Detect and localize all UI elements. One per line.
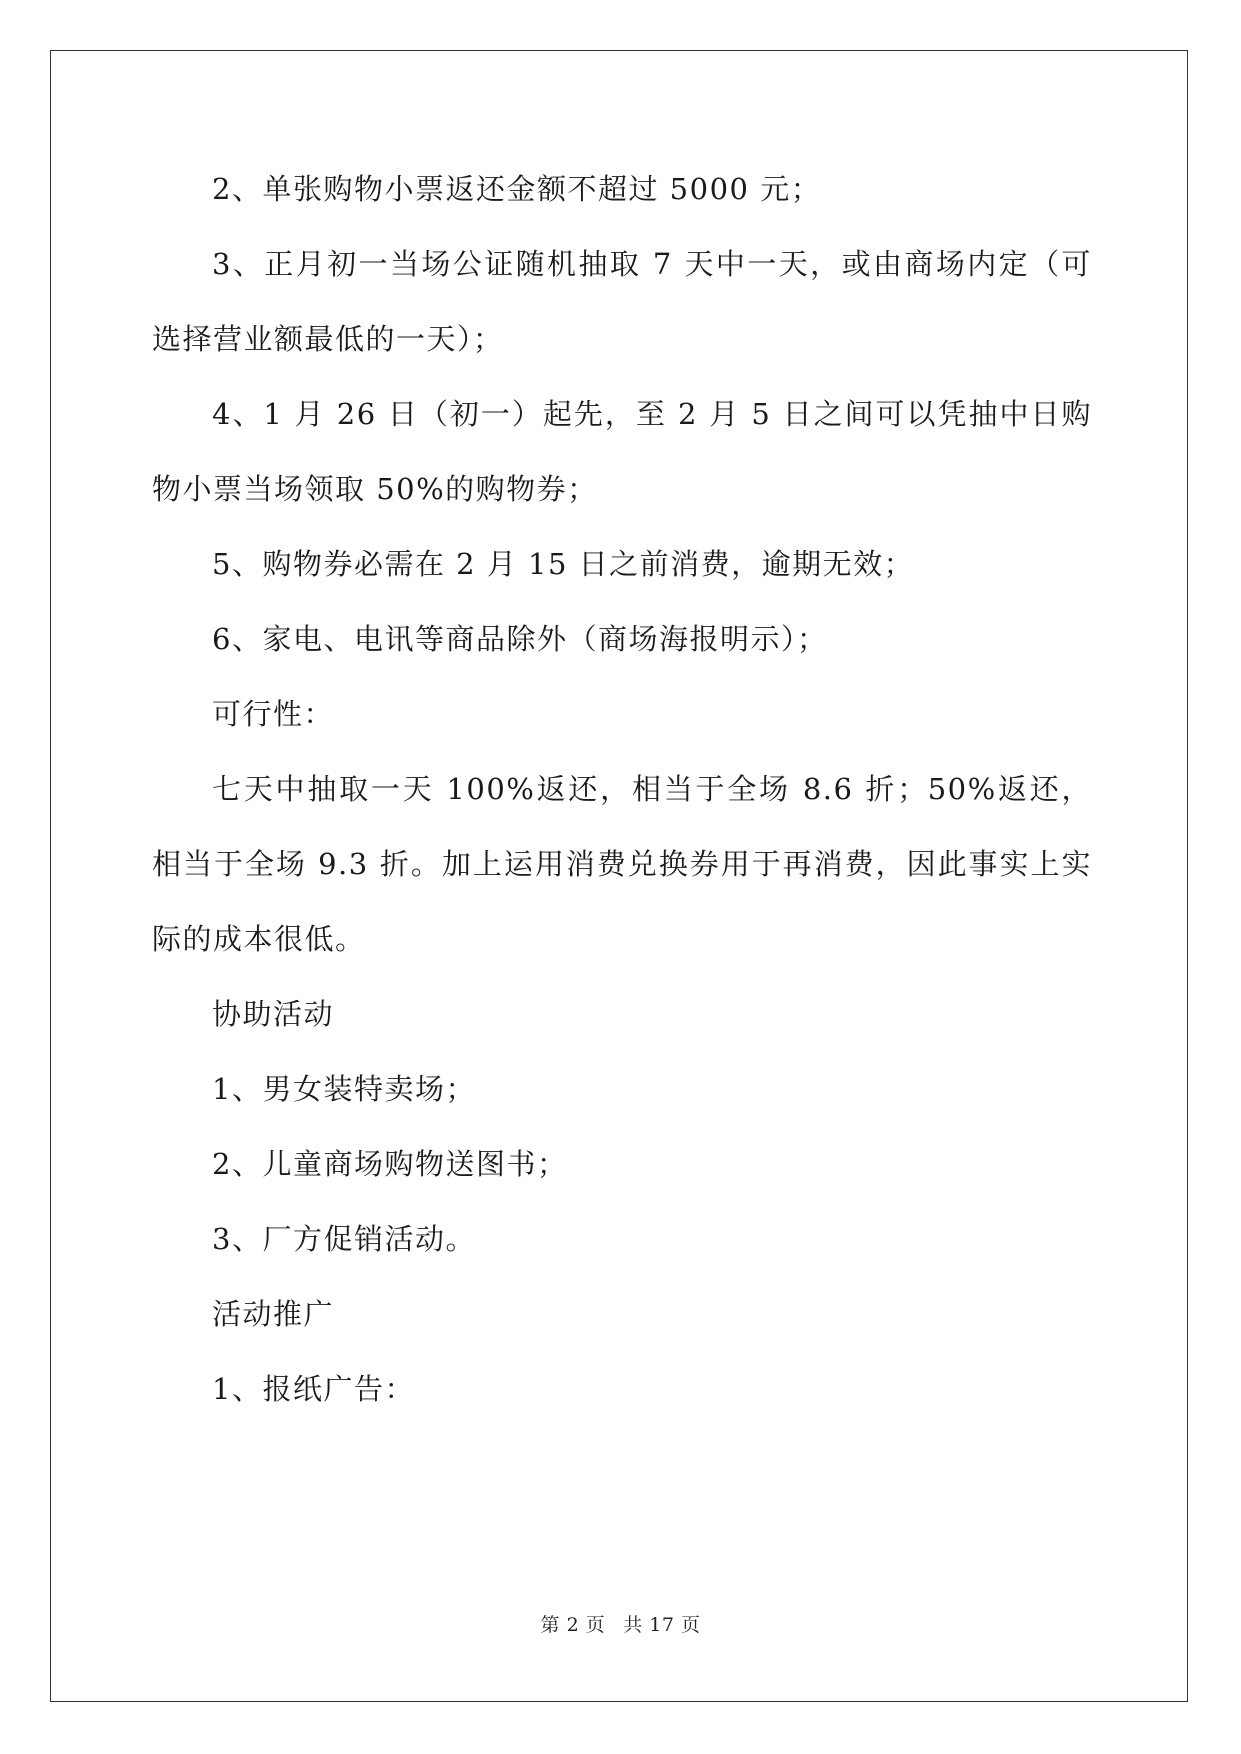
page-total: 共 17 页 (623, 1614, 701, 1636)
paragraph: 6、家电、电讯等商品除外（商场海报明示）； (212, 622, 828, 656)
section-heading: 协助活动 (212, 997, 335, 1031)
section-heading: 活动推广 (212, 1297, 335, 1331)
paragraph: 1、报纸广告： (212, 1372, 415, 1406)
page-footer (0, 1610, 1241, 1637)
paragraph: 1、男女装特卖场； (212, 1072, 476, 1106)
paragraph: 5、购物券必需在 2 月 15 日之前消费，逾期无效； (212, 547, 915, 581)
section-heading: 可行性： (212, 697, 335, 731)
paragraph: 3、正月初一当场公证随机抽取 7 天中一天，或由商场内定（可选择营业额最低的一天）； (152, 247, 1092, 356)
paragraph: 4、1 月 26 日（初一）起先，至 2 月 5 日之间可以凭抽中日购物小票当场领取 50%的购物券； (152, 397, 1092, 506)
paragraph: 2、单张购物小票返还金额不超过 5000 元； (212, 172, 822, 206)
paragraph: 3、厂方促销活动。 (212, 1222, 476, 1256)
paragraph: 2、儿童商场购物送图书； (212, 1147, 568, 1181)
page-number: 第 2 页 (540, 1614, 606, 1636)
paragraph: 七天中抽取一天 100%返还，相当于全场 8.6 折；50%返还，相当于全场 9.3 折。加上运用消费兑换券用于再消费，因此事实上实际的成本很低。 (152, 772, 1092, 956)
document-body (152, 152, 1092, 1427)
